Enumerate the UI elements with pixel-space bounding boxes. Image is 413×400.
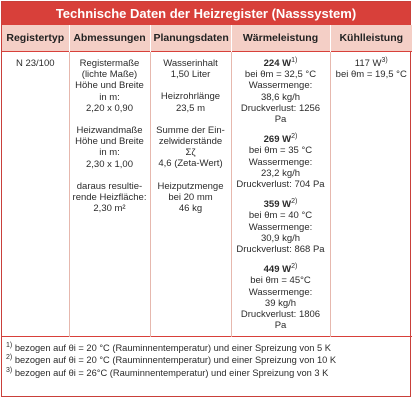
heat-output-value: 269 W (263, 134, 292, 146)
cell-abmessungen (69, 52, 150, 337)
heat-output-value: 449 W (263, 264, 292, 276)
heizwand-label: Höhe und Breite (75, 136, 144, 148)
wasserinhalt-label: Wasserinhalt (163, 58, 218, 69)
zeta-label: Summe der Ein- (156, 124, 225, 136)
header-planungsdaten: Planungsdaten (150, 25, 231, 52)
zeta-symbol: Σζ (185, 147, 196, 159)
heizrohr-label: Heizrohrlänge (160, 91, 221, 103)
footnote-text: bezogen auf θi = 20 °C (Rauminnentemperatur) und einer Spreizung von 5 K (14, 343, 331, 353)
footnote-mark: 2) (6, 354, 13, 362)
heat-output-value: 224 W (263, 58, 292, 69)
putz-label: Heizputzmenge (157, 180, 224, 192)
header-waermeleistung: Wärmeleistung (231, 25, 330, 52)
header-kuehlleistung: Kühlleistung (330, 25, 412, 52)
cell-planungsdaten (150, 52, 231, 337)
water-label: Wassermenge: (248, 80, 313, 92)
cooling-output-value: 117 W (354, 58, 382, 69)
water-value: 30,9 kg/h (260, 232, 301, 244)
footnote-mark: 1) (6, 342, 13, 349)
footnote-ref: 3) (381, 57, 388, 64)
heat-output-value: 359 W (263, 199, 292, 211)
footnote-text: bezogen auf θi = 20 °C (Rauminnentemperatur) und einer Spreizung von 10 K (14, 355, 337, 366)
footnote (6, 342, 406, 354)
putz-value: 46 kg (178, 203, 203, 215)
flaeche-label: rende Heizfläche: (72, 192, 147, 204)
footnote-mark: 3) (6, 366, 13, 374)
heat-output-entry (235, 264, 327, 331)
register-label: (lichte Maße) (81, 69, 138, 81)
cooling-output-temp: bei θm = 19,5 °C (335, 69, 407, 81)
registertyp-value: N 23/100 (15, 58, 55, 69)
flaeche-value: 2,30 m² (93, 203, 126, 215)
pressure-loss: Druckverlust: 1806 Pa (240, 309, 321, 332)
register-label: Höhe und Breite (75, 80, 144, 92)
register-label: in m: (99, 91, 120, 103)
putz-value: bei 20 mm (168, 191, 213, 203)
cell-registertyp (2, 52, 69, 337)
heat-output-temp: bei θm = 40 °C (248, 210, 313, 222)
table-row (2, 52, 412, 337)
register-value: 2,20 x 0,90 (85, 102, 133, 114)
footnote-text: bezogen auf θi = 26°C (Rauminnentemperatur) und einer Spreizung von 3 K (14, 367, 329, 378)
footnote-ref: 1) (291, 57, 298, 64)
water-value: 38,6 kg/h (260, 91, 301, 103)
footnote (6, 354, 406, 366)
heizrohr-value: 23,5 m (175, 102, 206, 114)
pressure-loss: Druckverlust: 704 Pa (236, 179, 325, 191)
data-sheet (1, 1, 411, 397)
heat-output-temp: bei θm = 32,5 °C (244, 69, 317, 81)
heizwand-label: in m: (99, 147, 120, 159)
footnote-ref: 2) (291, 133, 298, 141)
water-value: 39 kg/h (264, 297, 297, 309)
water-value: 23,2 kg/h (260, 167, 301, 179)
water-label: Wassermenge: (248, 221, 313, 233)
footnote-ref: 2) (291, 263, 298, 271)
zeta-label: zelwiderstände (158, 136, 223, 148)
cell-waermeleistung (231, 52, 330, 337)
footnotes (2, 337, 410, 379)
wasserinhalt-value: 1,50 Liter (170, 69, 211, 81)
register-label: Registermaße (79, 58, 140, 69)
heat-output-entry (235, 58, 327, 125)
table-title: Technische Daten der Heizregister (Nasssystem) (2, 2, 410, 25)
water-label: Wassermenge: (248, 286, 313, 298)
heat-output-entry (235, 199, 327, 255)
cell-kuehlleistung (330, 52, 412, 337)
heizwand-label: Heizwandmaße (76, 125, 143, 137)
water-label: Wassermenge: (248, 156, 313, 168)
header-registertyp: Registertyp (2, 25, 69, 52)
zeta-value: 4,6 (Zeta-Wert) (158, 158, 223, 170)
footnote-ref: 2) (291, 198, 298, 206)
heat-output-temp: bei θm = 45°C (250, 275, 311, 287)
flaeche-label: daraus resultie- (76, 180, 143, 192)
footnote (6, 367, 406, 379)
heat-output-entry (235, 134, 327, 190)
pressure-loss: Druckverlust: 868 Pa (236, 244, 325, 256)
heat-output-temp: bei θm = 35 °C (248, 145, 313, 157)
header-row (2, 25, 412, 52)
pressure-loss: Druckverlust: 1256 Pa (240, 102, 321, 126)
tech-data-table (2, 25, 412, 337)
heizwand-value: 2,30 x 1,00 (85, 158, 133, 170)
header-abmessungen: Abmessungen (69, 25, 150, 52)
